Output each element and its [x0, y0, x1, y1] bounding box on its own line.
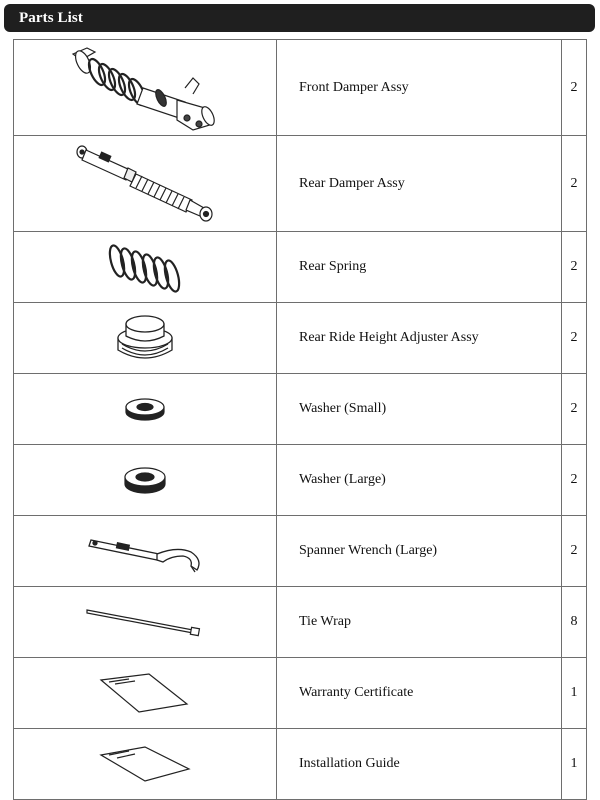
part-image-cell: [14, 374, 277, 445]
part-image-cell: [14, 516, 277, 587]
part-quantity: 2: [562, 303, 587, 374]
tie-wrap-icon: [85, 602, 205, 642]
part-name: Front Damper Assy: [277, 40, 562, 136]
part-name: Warranty Certificate: [277, 658, 562, 729]
part-name: Rear Damper Assy: [277, 136, 562, 232]
parts-table: [13, 39, 587, 800]
part-name: Washer (Large): [277, 445, 562, 516]
part-quantity: 8: [562, 587, 587, 658]
installation-guide-icon: [95, 741, 195, 787]
part-image-cell: [14, 445, 277, 516]
rear-ride-height-adjuster-icon: [110, 308, 180, 368]
front-damper-assy-icon: [65, 42, 225, 134]
parts-list-header: [4, 4, 595, 32]
part-name: Rear Spring: [277, 232, 562, 303]
part-image-cell: [14, 729, 277, 800]
part-quantity: 2: [562, 40, 587, 136]
table-row: [14, 587, 587, 658]
part-quantity: 1: [562, 729, 587, 800]
table-row: [14, 374, 587, 445]
part-image-cell: [14, 232, 277, 303]
part-name: Tie Wrap: [277, 587, 562, 658]
table-row: [14, 40, 587, 136]
part-name: Washer (Small): [277, 374, 562, 445]
washer-large-icon: [120, 463, 170, 497]
part-quantity: 1: [562, 658, 587, 729]
table-row: [14, 516, 587, 587]
part-name: Rear Ride Height Adjuster Assy: [277, 303, 562, 374]
table-row: [14, 445, 587, 516]
table-row: [14, 136, 587, 232]
table-row: [14, 303, 587, 374]
part-quantity: 2: [562, 516, 587, 587]
part-quantity: 2: [562, 136, 587, 232]
table-row: [14, 658, 587, 729]
page-title: Parts List: [19, 10, 83, 26]
part-quantity: 2: [562, 374, 587, 445]
rear-spring-icon: [103, 237, 187, 297]
part-name: Spanner Wrench (Large): [277, 516, 562, 587]
part-image-cell: [14, 303, 277, 374]
table-row: [14, 729, 587, 800]
part-image-cell: [14, 136, 277, 232]
washer-small-icon: [120, 392, 170, 426]
table-row: [14, 232, 587, 303]
part-quantity: 2: [562, 232, 587, 303]
part-image-cell: [14, 587, 277, 658]
spanner-wrench-icon: [85, 526, 205, 576]
part-image-cell: [14, 658, 277, 729]
part-image-cell: [14, 40, 277, 136]
rear-damper-assy-icon: [70, 142, 220, 226]
warranty-certificate-icon: [95, 670, 195, 716]
part-name: Installation Guide: [277, 729, 562, 800]
part-quantity: 2: [562, 445, 587, 516]
